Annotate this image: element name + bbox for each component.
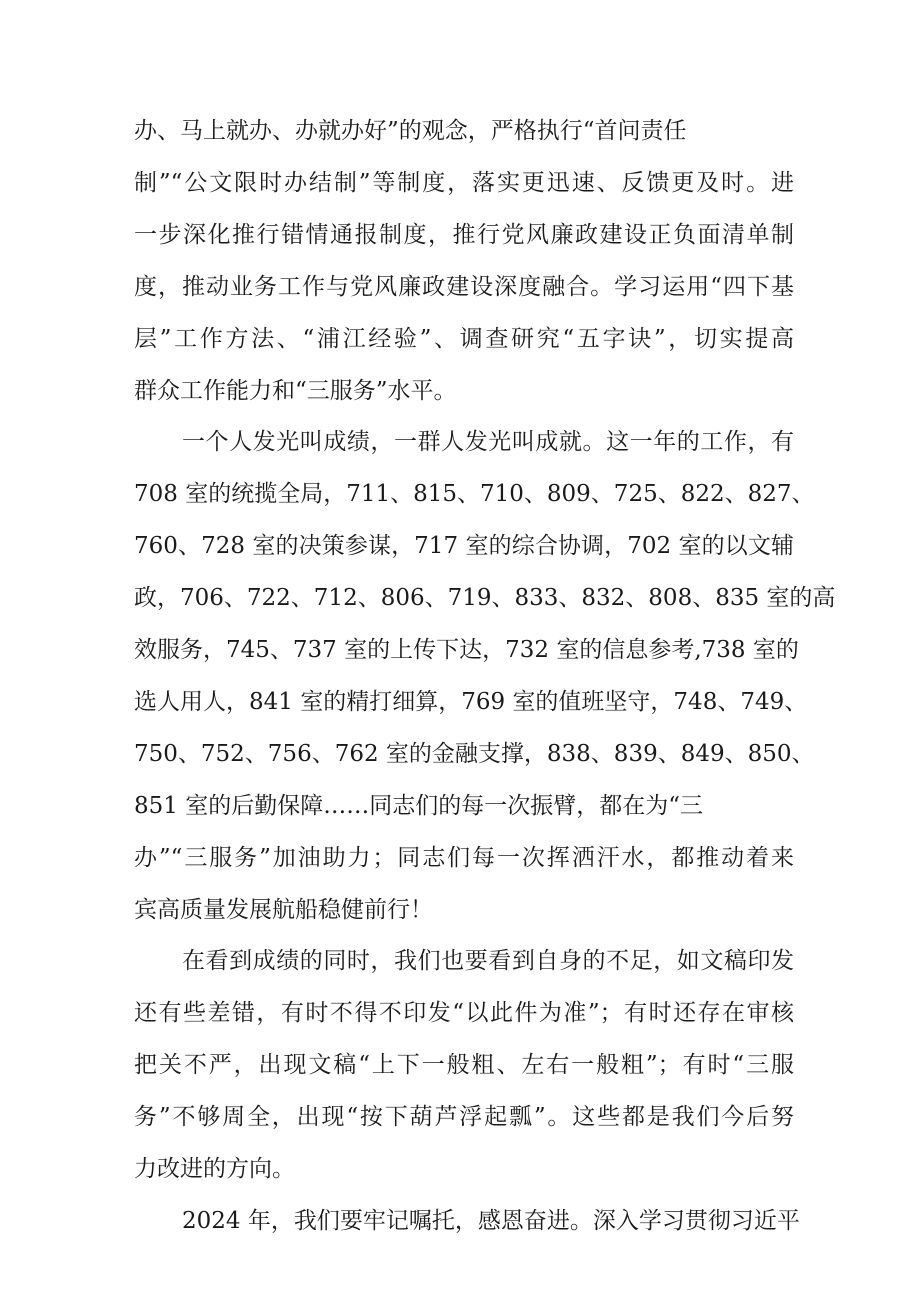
- text-line: 政，706、722、712、806、719、833、832、808、835 室的高: [134, 585, 836, 611]
- text-line: 还有些差错，有时不得不印发“以此件为准”；有时还存在审核: [134, 1000, 794, 1026]
- text-line: 力改进的方向。: [134, 1156, 295, 1182]
- text-line: 度，推动业务工作与党风廉政建设深度融合。学习运用“四下基: [134, 274, 794, 300]
- text-line: 制”“公文限时办结制”等制度，落实更迅速、反馈更及时。进: [134, 170, 794, 196]
- text-line: 在看到成绩的同时，我们也要看到自身的不足，如文稿印发: [182, 948, 794, 974]
- text-line: 851 室的后勤保障……同志们的每一次振臂，都在为“三: [134, 793, 703, 819]
- text-line: 750、752、756、762 室的金融支撑，838、839、849、850、: [134, 741, 815, 767]
- text-line: 760、728 室的决策参谋，717 室的综合协调，702 室的以文辅: [134, 533, 794, 559]
- text-line: 把关不严，出现文稿“上下一般粗、左右一般粗”；有时“三服: [134, 1052, 794, 1078]
- text-line: 一个人发光叫成绩，一群人发光叫成就。这一年的工作，有: [182, 429, 794, 455]
- text-line: 办、马上就办、办就办好”的观念，严格执行“首问责任: [134, 118, 687, 144]
- text-line: 层”工作方法、“浦江经验”、调查研究“五字诀”，切实提高: [134, 326, 794, 352]
- text-line: 选人用人，841 室的精打细算，769 室的值班坚守，748、749、: [134, 689, 808, 715]
- text-line: 一步深化推行错情通报制度，推行党风廉政建设正负面清单制: [134, 222, 794, 248]
- text-line: 708 室的统揽全局，711、815、710、809、725、822、827、: [134, 481, 815, 507]
- text-line: 办”“三服务”加油助力；同志们每一次挥洒汗水，都推动着来: [134, 845, 794, 871]
- text-line: 效服务，745、737 室的上传下达，732 室的信息参考,738 室的: [134, 637, 799, 663]
- text-line: 群众工作能力和“三服务”水平。: [134, 378, 457, 404]
- text-line: 务”不够周全，出现“按下葫芦浮起瓢”。这些都是我们今后努: [134, 1104, 794, 1130]
- text-line: 2024 年，我们要牢记嘱托，感恩奋进。深入学习贯彻习近平: [182, 1208, 800, 1234]
- text-line: 宾高质量发展航船稳健前行！: [134, 897, 433, 923]
